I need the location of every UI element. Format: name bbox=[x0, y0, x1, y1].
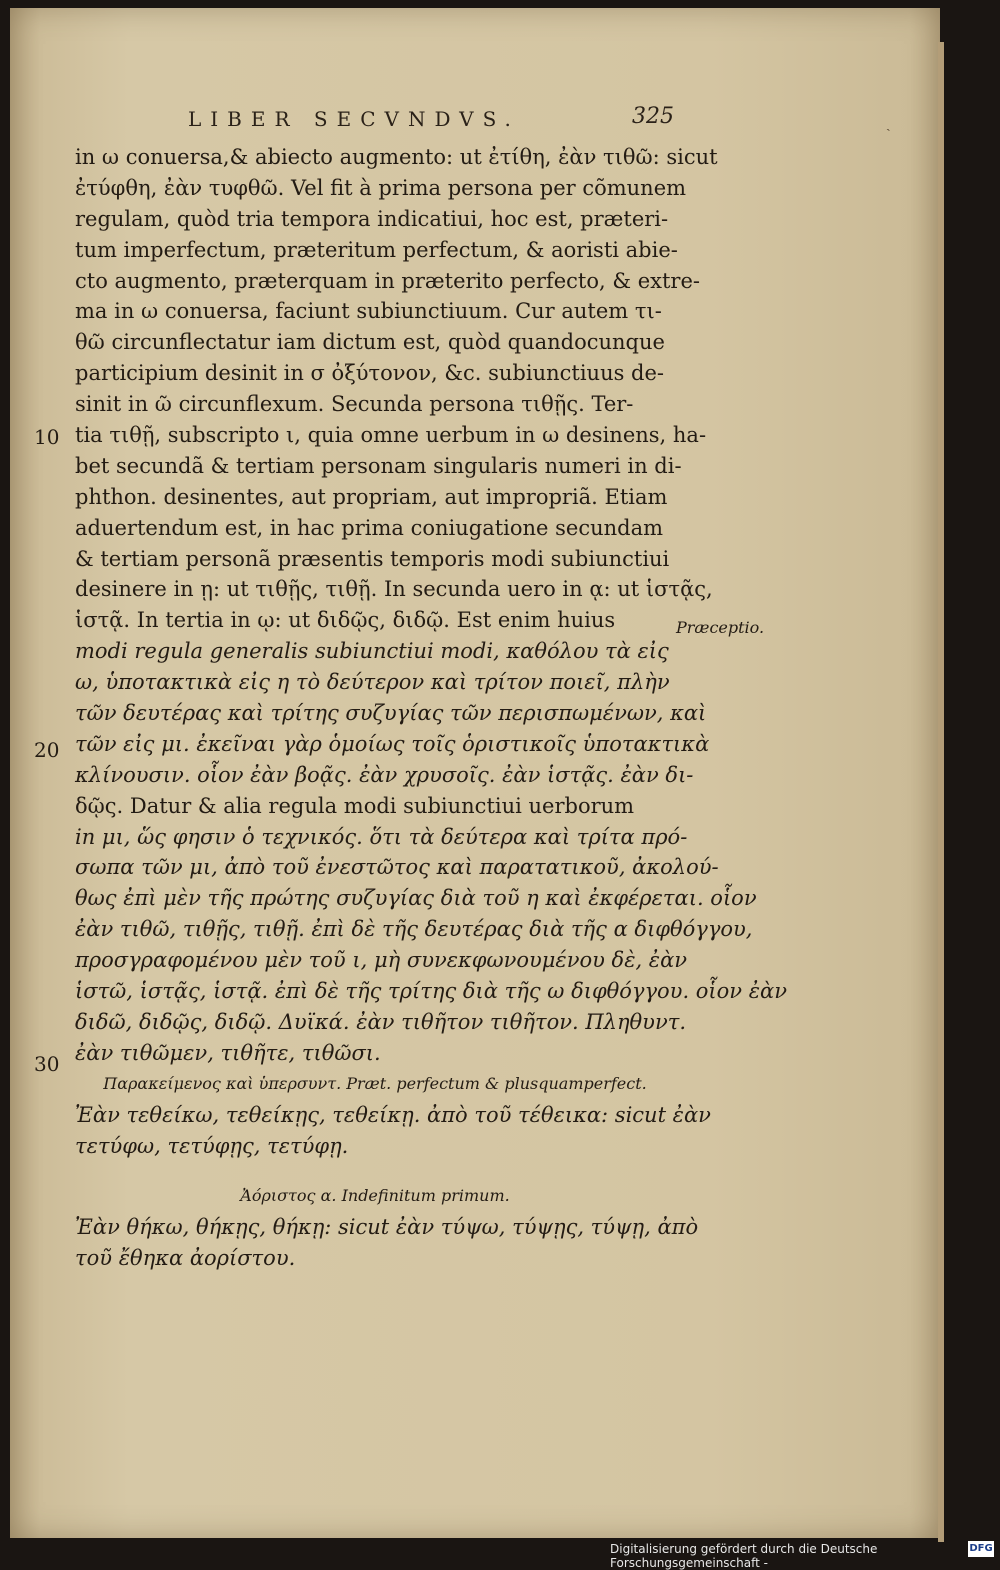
text-line: ἐτύφθη, ἐὰν τυφθῶ. Vel fit à prima persona per cõmunem bbox=[75, 175, 687, 200]
digitization-credit: Digitalisierung gefördert durch die Deutsche Forschungsgemeinschaft - bbox=[610, 1542, 878, 1570]
text-line: desinere in ῃ: ut τιθῇς, τιθῇ. In secunda uero in ᾳ: ut ἱστᾷς, bbox=[75, 577, 713, 602]
text-line: θως ἐπὶ μὲν τῆς πρώτης συζυγίας διὰ τοῦ η καὶ ἐκφέρεται. οἷον bbox=[75, 886, 757, 911]
section-heading: Παρακείμενος καὶ ὑπερσυντ. Præt. perfectum & plusquamperfect. bbox=[103, 1073, 647, 1093]
text-line: in μι, ὥς φησιν ὁ τεχνικός. ὅτι τὰ δεύτερα καὶ τρίτα πρό- bbox=[75, 824, 688, 849]
text-line: τετύφω, τετύφῃς, τετύφῃ. bbox=[75, 1133, 349, 1158]
running-title: LIBER SECVNDVS. bbox=[188, 107, 520, 131]
text-line: Ἐὰν θήκω, θήκῃς, θήκῃ: sicut ἐὰν τύψω, τύψῃς, τύψῃ, ἀπὸ bbox=[75, 1215, 699, 1240]
text-line: bet secundã & tertiam personam singularis numeri in di- bbox=[75, 453, 682, 478]
text-line: tum imperfectum, præteritum perfectum, & aoristi abie- bbox=[75, 237, 678, 262]
margin-note: Præceptio. bbox=[676, 618, 765, 637]
text-line: ἐὰν τιθῶμεν, τιθῆτε, τιθῶσι. bbox=[75, 1040, 381, 1065]
line-number-10: 10 bbox=[34, 425, 60, 449]
text-line: τοῦ ἔθηκα ἀορίστου. bbox=[75, 1246, 296, 1271]
text-line: προσγραφομένου μὲν τοῦ ι, μὴ συνεκφωνουμένου δὲ, ἐὰν bbox=[75, 948, 688, 973]
text-line: participium desinit in σ ὀξύτονον, &c. subiunctiuus de- bbox=[75, 361, 665, 386]
text-line: tia τιθῇ, subscripto ι, quia omne uerbum in ω desinens, ha- bbox=[75, 423, 707, 448]
text-line: ἱστᾷ. In tertia in ῳ: ut διδῷς, διδῷ. Est enim huius bbox=[75, 608, 616, 633]
text-line: & tertiam personã præsentis temporis modi subiunctiui bbox=[75, 546, 670, 571]
text-line: σωπα τῶν μι, ἀπὸ τοῦ ἐνεστῶτος καὶ παρατατικοῦ, ἀκολού- bbox=[75, 855, 719, 880]
page-number: 325 bbox=[632, 104, 674, 129]
dfg-logo-icon: DFG bbox=[968, 1541, 994, 1557]
text-line: δῷς. Datur & alia regula modi subiunctiui uerborum bbox=[75, 793, 635, 818]
text-line: ἱστῶ, ἱστᾷς, ἱστᾷ. ἐπὶ δὲ τῆς τρίτης διὰ τῆς ω διφθόγγου. οἷον ἐὰν bbox=[75, 979, 787, 1004]
text-line: τῶν δευτέρας καὶ τρίτης συζυγίας τῶν περισπωμένων, καὶ bbox=[75, 701, 707, 726]
text-line: κλίνουσιν. οἷον ἐὰν βοᾷς. ἐὰν χρυσοῖς. ἐὰν ἱστᾷς. ἐὰν δι- bbox=[75, 762, 694, 787]
line-number-20: 20 bbox=[34, 738, 60, 762]
text-line: sinit in ῶ circunflexum. Secunda persona τιθῇς. Ter- bbox=[75, 392, 634, 417]
text-line: in ω conuersa,& abiecto augmento: ut ἐτίθη, ἐὰν τιθῶ: sicut bbox=[75, 145, 718, 169]
text-line: Ἐὰν τεθείκω, τεθείκῃς, τεθείκῃ. ἀπὸ τοῦ τέθεικα: sicut ἐὰν bbox=[75, 1102, 711, 1127]
text-line: aduertendum est, in hac prima coniugatione secundam bbox=[75, 515, 664, 540]
margin-mark: ˎ bbox=[886, 116, 891, 132]
line-number-30: 30 bbox=[34, 1052, 60, 1076]
text-line: ω, ὑποτακτικὰ εἰς η τὸ δεύτερον καὶ τρίτον ποιεῖ, πλὴν bbox=[75, 670, 670, 695]
text-line: τῶν εἰς μι. ἐκεῖναι γὰρ ὁμοίως τοῖς ὁριστικοῖς ὑποτακτικὰ bbox=[75, 731, 710, 756]
section-heading: Ἀόριστος α. Indefinitum primum. bbox=[240, 1186, 510, 1206]
text-line: ma in ω conuersa, faciunt subiunctiuum. Cur autem τι- bbox=[75, 299, 662, 324]
page-edge bbox=[938, 42, 944, 1542]
text-line: θῶ circunflectatur iam dictum est, quòd quandocunque bbox=[75, 330, 665, 355]
text-line: modi regula generalis subiunctiui modi, καθόλου τὰ εἰς bbox=[75, 639, 669, 664]
text-line: cto augmento, præterquam in præterito perfecto, & extre- bbox=[75, 268, 700, 293]
text-line: regulam, quòd tria tempora indicatiui, hoc est, præteri- bbox=[75, 206, 669, 231]
text-line: phthon. desinentes, aut propriam, aut impropriã. Etiam bbox=[75, 484, 668, 509]
text-line: διδῶ, διδῷς, διδῷ. Δυϊκά. ἐὰν τιθῆτον τιθῆτον. Πληθυντ. bbox=[75, 1009, 687, 1034]
text-line: ἐὰν τιθῶ, τιθῇς, τιθῇ. ἐπὶ δὲ τῆς δευτέρας διὰ τῆς α διφθόγγου, bbox=[75, 917, 753, 942]
